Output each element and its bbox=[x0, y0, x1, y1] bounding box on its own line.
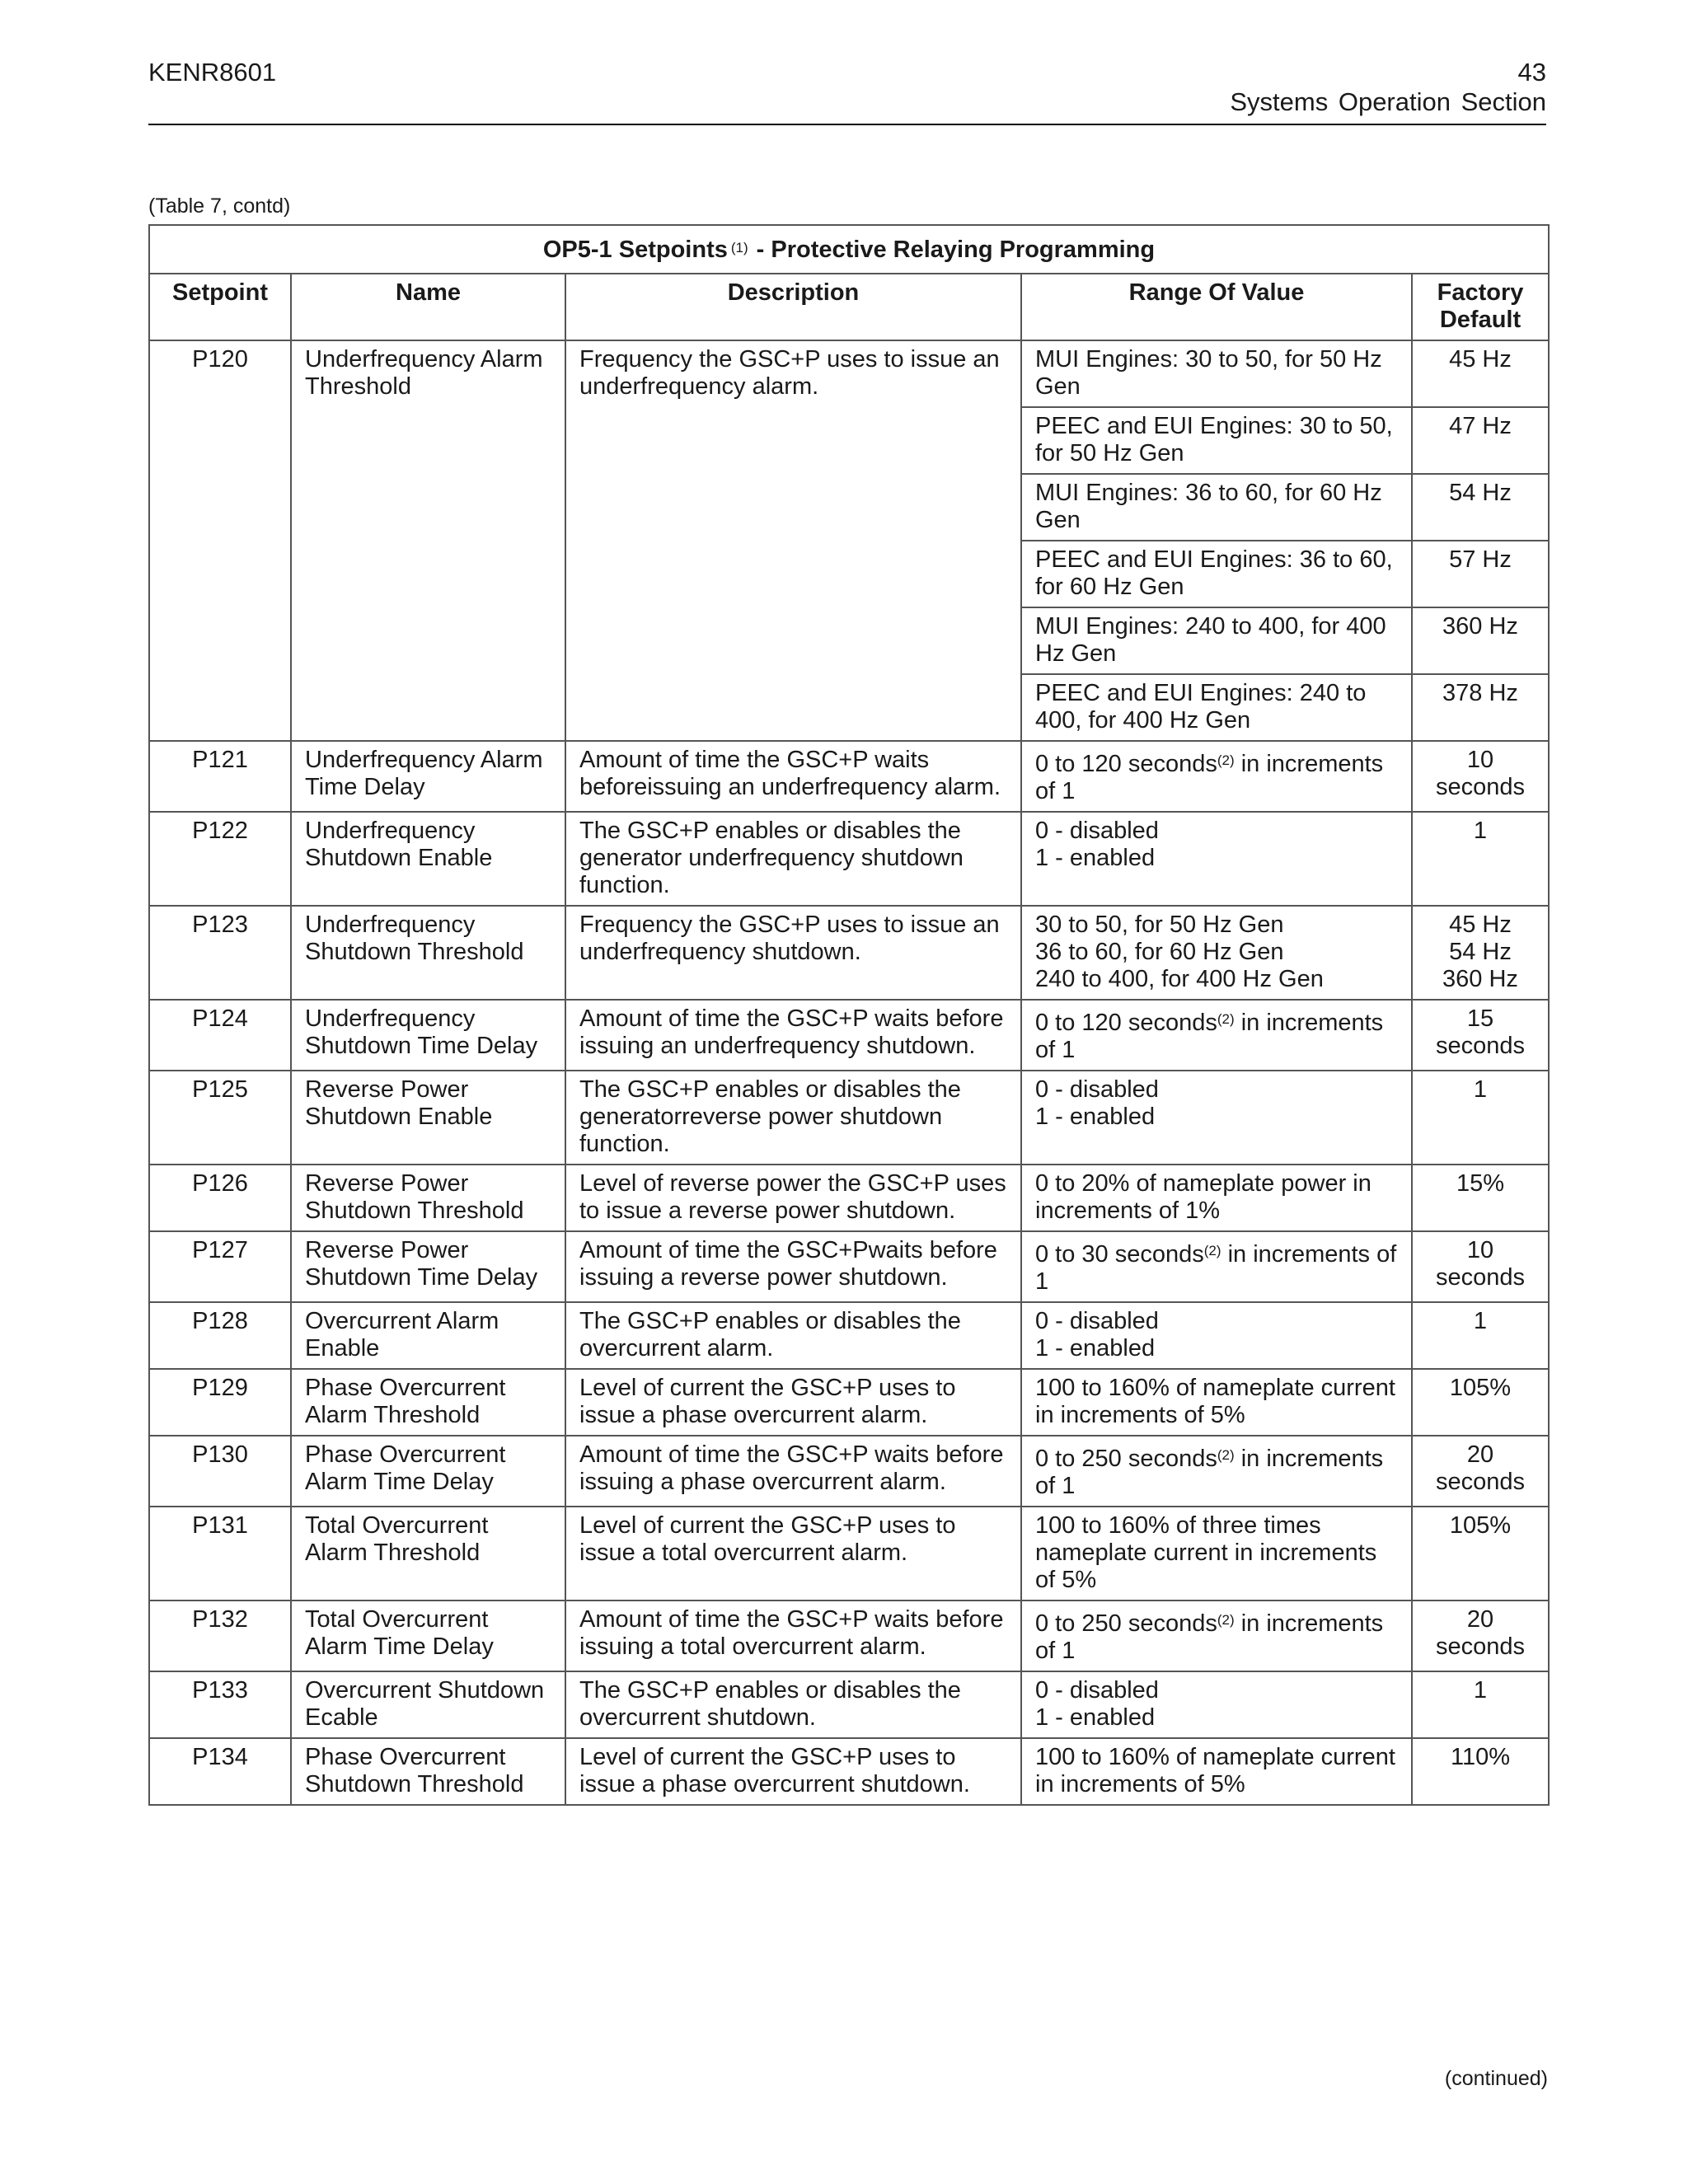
name-cell: Reverse Power Shutdown Time Delay bbox=[291, 1231, 565, 1302]
range-cell: 100 to 160% of three times nameplate current in increments of 5% bbox=[1021, 1507, 1412, 1601]
table-caption: (Table 7, contd) bbox=[148, 194, 291, 218]
setpoint-cell: P125 bbox=[149, 1071, 291, 1165]
default-line: 45 Hz bbox=[1449, 912, 1512, 938]
range-text: 0 to 120 seconds bbox=[1035, 751, 1217, 777]
range-cell: PEEC and EUI Engines: 240 to 400, for 400 Hz Gen bbox=[1021, 674, 1412, 741]
range-line: 1 - enabled bbox=[1035, 845, 1156, 871]
name-cell: Total Overcurrent Alarm Time Delay bbox=[291, 1601, 565, 1671]
footnote-marker: (2) bbox=[1217, 1447, 1235, 1463]
range-cell: 100 to 160% of nameplate current in increments of 5% bbox=[1021, 1369, 1412, 1436]
table-row bbox=[149, 340, 1549, 407]
range-line: 1 - enabled bbox=[1035, 1704, 1156, 1731]
column-header-range: Range Of Value bbox=[1021, 274, 1412, 340]
setpoint-cell: P129 bbox=[149, 1369, 291, 1436]
footnote-marker: (2) bbox=[1217, 752, 1235, 768]
range-cell bbox=[1021, 1071, 1412, 1165]
description-cell: Frequency the GSC+P uses to issue an underfrequency shutdown. bbox=[565, 906, 1021, 1000]
table-row bbox=[149, 1071, 1549, 1165]
description-cell: The GSC+P enables or disables the overcurrent shutdown. bbox=[565, 1671, 1021, 1738]
range-cell bbox=[1021, 1302, 1412, 1369]
name-cell: Phase Overcurrent Alarm Threshold bbox=[291, 1369, 565, 1436]
range-text: in increments of 1 bbox=[1035, 1010, 1390, 1063]
table-body bbox=[149, 340, 1549, 1805]
table-row bbox=[149, 1436, 1549, 1507]
range-cell bbox=[1021, 741, 1412, 812]
name-cell: Underfrequency Alarm Time Delay bbox=[291, 741, 565, 812]
table-row bbox=[149, 741, 1549, 812]
setpoints-table bbox=[148, 224, 1550, 1806]
table-header-row bbox=[149, 274, 1549, 340]
table-title-suffix: - Protective Relaying Programming bbox=[756, 237, 1156, 263]
footnote-marker: (2) bbox=[1217, 1011, 1235, 1027]
default-cell: 47 Hz bbox=[1412, 407, 1549, 474]
name-cell: Total Overcurrent Alarm Threshold bbox=[291, 1507, 565, 1601]
range-cell: 100 to 160% of nameplate current in increments of 5% bbox=[1021, 1738, 1412, 1805]
range-line: 0 - disabled bbox=[1035, 1677, 1159, 1704]
description-cell: Amount of time the GSC+P waits before issuing a phase overcurrent alarm. bbox=[565, 1436, 1021, 1507]
name-cell: Underfrequency Shutdown Time Delay bbox=[291, 1000, 565, 1071]
name-cell: Overcurrent Shutdown Ecable bbox=[291, 1671, 565, 1738]
description-cell: Amount of time the GSC+P waits before issuing a total overcurrent alarm. bbox=[565, 1601, 1021, 1671]
table-row bbox=[149, 906, 1549, 1000]
range-cell bbox=[1021, 1000, 1412, 1071]
name-cell: Reverse Power Shutdown Threshold bbox=[291, 1165, 565, 1231]
table-title-row bbox=[149, 225, 1549, 274]
table-row bbox=[149, 1000, 1549, 1071]
setpoint-cell: P123 bbox=[149, 906, 291, 1000]
table-title-text: OP5-1 Setpoints bbox=[542, 237, 728, 263]
range-cell: MUI Engines: 240 to 400, for 400 Hz Gen bbox=[1021, 607, 1412, 674]
table-row bbox=[149, 1507, 1549, 1601]
default-cell: 105% bbox=[1412, 1369, 1549, 1436]
default-cell: 1 bbox=[1412, 1302, 1549, 1369]
continued-note: (continued) bbox=[1444, 2067, 1548, 2090]
table-row bbox=[149, 1165, 1549, 1231]
setpoint-cell: P121 bbox=[149, 741, 291, 812]
range-line: 0 - disabled bbox=[1035, 1308, 1159, 1334]
setpoint-cell: P131 bbox=[149, 1507, 291, 1601]
range-cell bbox=[1021, 1436, 1412, 1507]
column-header-setpoint: Setpoint bbox=[149, 274, 291, 340]
setpoint-cell: P134 bbox=[149, 1738, 291, 1805]
table-title bbox=[149, 225, 1549, 274]
range-line: 240 to 400, for 400 Hz Gen bbox=[1035, 966, 1324, 992]
range-text: 0 to 250 seconds bbox=[1035, 1610, 1217, 1637]
default-cell: 15 seconds bbox=[1412, 1000, 1549, 1071]
description-cell: Amount of time the GSC+P waits before issuing an underfrequency shutdown. bbox=[565, 1000, 1021, 1071]
description-cell: The GSC+P enables or disables the generatorreverse power shutdown function. bbox=[565, 1071, 1021, 1165]
setpoint-cell: P127 bbox=[149, 1231, 291, 1302]
default-cell: 105% bbox=[1412, 1507, 1549, 1601]
table-row bbox=[149, 1369, 1549, 1436]
default-cell: 15% bbox=[1412, 1165, 1549, 1231]
description-cell: The GSC+P enables or disables the overcurrent alarm. bbox=[565, 1302, 1021, 1369]
column-header-name: Name bbox=[291, 274, 565, 340]
range-cell: 0 to 20% of nameplate power in increments of 1% bbox=[1021, 1165, 1412, 1231]
name-cell: Phase Overcurrent Shutdown Threshold bbox=[291, 1738, 565, 1805]
column-header-description: Description bbox=[565, 274, 1021, 340]
name-cell: Underfrequency Shutdown Enable bbox=[291, 812, 565, 906]
name-cell: Underfrequency Shutdown Threshold bbox=[291, 906, 565, 1000]
setpoint-cell: P120 bbox=[149, 340, 291, 741]
range-cell: PEEC and EUI Engines: 36 to 60, for 60 Hz Gen bbox=[1021, 541, 1412, 607]
default-cell: 10 seconds bbox=[1412, 741, 1549, 812]
page-header bbox=[148, 53, 1546, 125]
table-row bbox=[149, 1671, 1549, 1738]
default-line: 54 Hz bbox=[1449, 939, 1512, 965]
range-cell bbox=[1021, 1601, 1412, 1671]
description-cell: Level of current the GSC+P uses to issue a phase overcurrent alarm. bbox=[565, 1369, 1021, 1436]
range-line: 0 - disabled bbox=[1035, 818, 1159, 844]
range-text: 0 to 250 seconds bbox=[1035, 1446, 1217, 1472]
default-cell: 378 Hz bbox=[1412, 674, 1549, 741]
name-cell: Overcurrent Alarm Enable bbox=[291, 1302, 565, 1369]
default-cell: 110% bbox=[1412, 1738, 1549, 1805]
range-text: in increments of 1 bbox=[1035, 1241, 1404, 1295]
range-text: in increments of 1 bbox=[1035, 751, 1390, 804]
document-id: KENR8601 bbox=[148, 58, 277, 87]
range-cell bbox=[1021, 1231, 1412, 1302]
default-cell: 45 Hz bbox=[1412, 340, 1549, 407]
table-row bbox=[149, 1302, 1549, 1369]
column-header-default: Factory Default bbox=[1412, 274, 1549, 340]
default-cell: 20 seconds bbox=[1412, 1601, 1549, 1671]
section-title: Systems Operation Section bbox=[1230, 87, 1546, 116]
default-line: 360 Hz bbox=[1442, 966, 1518, 992]
description-cell: Amount of time the GSC+P waits beforeissuing an underfrequency alarm. bbox=[565, 741, 1021, 812]
default-cell: 20 seconds bbox=[1412, 1436, 1549, 1507]
range-cell bbox=[1021, 1671, 1412, 1738]
default-cell: 1 bbox=[1412, 812, 1549, 906]
table-row bbox=[149, 1231, 1549, 1302]
description-cell: Level of reverse power the GSC+P uses to issue a reverse power shutdown. bbox=[565, 1165, 1021, 1231]
range-line: 36 to 60, for 60 Hz Gen bbox=[1035, 939, 1284, 965]
description-cell: Frequency the GSC+P uses to issue an underfrequency alarm. bbox=[565, 340, 1021, 741]
default-cell: 10 seconds bbox=[1412, 1231, 1549, 1302]
default-cell: 54 Hz bbox=[1412, 474, 1549, 541]
range-cell: MUI Engines: 36 to 60, for 60 Hz Gen bbox=[1021, 474, 1412, 541]
setpoint-cell: P122 bbox=[149, 812, 291, 906]
range-cell bbox=[1021, 906, 1412, 1000]
table-row bbox=[149, 1738, 1549, 1805]
range-line: 0 - disabled bbox=[1035, 1076, 1159, 1103]
name-cell: Reverse Power Shutdown Enable bbox=[291, 1071, 565, 1165]
range-text: 0 to 120 seconds bbox=[1035, 1010, 1217, 1036]
setpoint-cell: P126 bbox=[149, 1165, 291, 1231]
page-number: 43 bbox=[1517, 58, 1546, 87]
setpoint-cell: P133 bbox=[149, 1671, 291, 1738]
description-cell: Amount of time the GSC+Pwaits before issuing a reverse power shutdown. bbox=[565, 1231, 1021, 1302]
range-line: 1 - enabled bbox=[1035, 1335, 1156, 1361]
range-cell bbox=[1021, 812, 1412, 906]
default-cell bbox=[1412, 906, 1549, 1000]
description-cell: Level of current the GSC+P uses to issue a total overcurrent alarm. bbox=[565, 1507, 1021, 1601]
name-cell: Phase Overcurrent Alarm Time Delay bbox=[291, 1436, 565, 1507]
setpoint-cell: P128 bbox=[149, 1302, 291, 1369]
footnote-marker: (2) bbox=[1217, 1612, 1235, 1628]
range-text: in increments of 1 bbox=[1035, 1610, 1390, 1664]
table-row bbox=[149, 812, 1549, 906]
default-cell: 1 bbox=[1412, 1071, 1549, 1165]
name-cell: Underfrequency Alarm Threshold bbox=[291, 340, 565, 741]
default-cell: 57 Hz bbox=[1412, 541, 1549, 607]
description-cell: Level of current the GSC+P uses to issue a phase overcurrent shutdown. bbox=[565, 1738, 1021, 1805]
table-row bbox=[149, 1601, 1549, 1671]
description-cell: The GSC+P enables or disables the generator underfrequency shutdown function. bbox=[565, 812, 1021, 906]
setpoint-cell: P132 bbox=[149, 1601, 291, 1671]
range-text: in increments of 1 bbox=[1035, 1446, 1390, 1499]
table-title-footnote: (1) bbox=[730, 240, 748, 255]
setpoint-cell: P130 bbox=[149, 1436, 291, 1507]
range-cell: PEEC and EUI Engines: 30 to 50, for 50 Hz Gen bbox=[1021, 407, 1412, 474]
footnote-marker: (2) bbox=[1203, 1243, 1221, 1258]
range-text: 0 to 30 seconds bbox=[1035, 1241, 1204, 1268]
range-line: 1 - enabled bbox=[1035, 1104, 1156, 1130]
default-cell: 1 bbox=[1412, 1671, 1549, 1738]
range-cell: MUI Engines: 30 to 50, for 50 Hz Gen bbox=[1021, 340, 1412, 407]
setpoint-cell: P124 bbox=[149, 1000, 291, 1071]
default-cell: 360 Hz bbox=[1412, 607, 1549, 674]
range-line: 30 to 50, for 50 Hz Gen bbox=[1035, 912, 1284, 938]
